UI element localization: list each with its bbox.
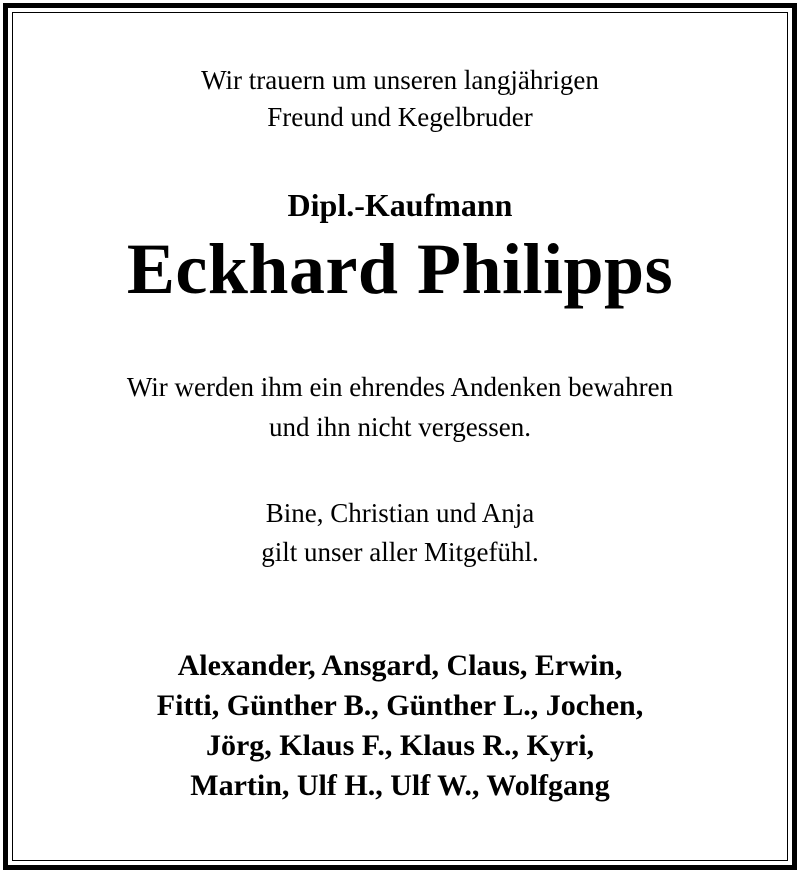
signatories-line: Fitti, Günther B., Günther L., Jochen, bbox=[156, 689, 644, 722]
sympathy-line: Bine, Christian und Anja bbox=[265, 498, 535, 528]
memory-line: Wir werden ihm ein ehrendes Andenken bewahren bbox=[126, 372, 674, 402]
intro-line: Freund und Kegelbruder bbox=[267, 102, 533, 132]
intro-line: Wir trauern um unseren langjährigen bbox=[201, 65, 599, 95]
signatories-line: Jörg, Klaus F., Klaus R., Kyri, bbox=[205, 729, 595, 762]
signatories-list bbox=[0, 646, 800, 806]
signatories-line: Alexander, Ansgard, Claus, Erwin, bbox=[177, 649, 623, 682]
academic-title: Dipl.-Kaufmann bbox=[287, 187, 513, 223]
intro-text bbox=[0, 62, 800, 136]
deceased-name: Eckhard Philipps bbox=[126, 229, 674, 309]
memory-line: und ihn nicht vergessen. bbox=[269, 412, 531, 442]
signatories-line: Martin, Ulf H., Ulf W., Wolfgang bbox=[190, 769, 610, 802]
sympathy-text bbox=[0, 494, 800, 572]
sympathy-line: gilt unser aller Mitgefühl. bbox=[261, 537, 539, 567]
memory-text bbox=[0, 367, 800, 447]
